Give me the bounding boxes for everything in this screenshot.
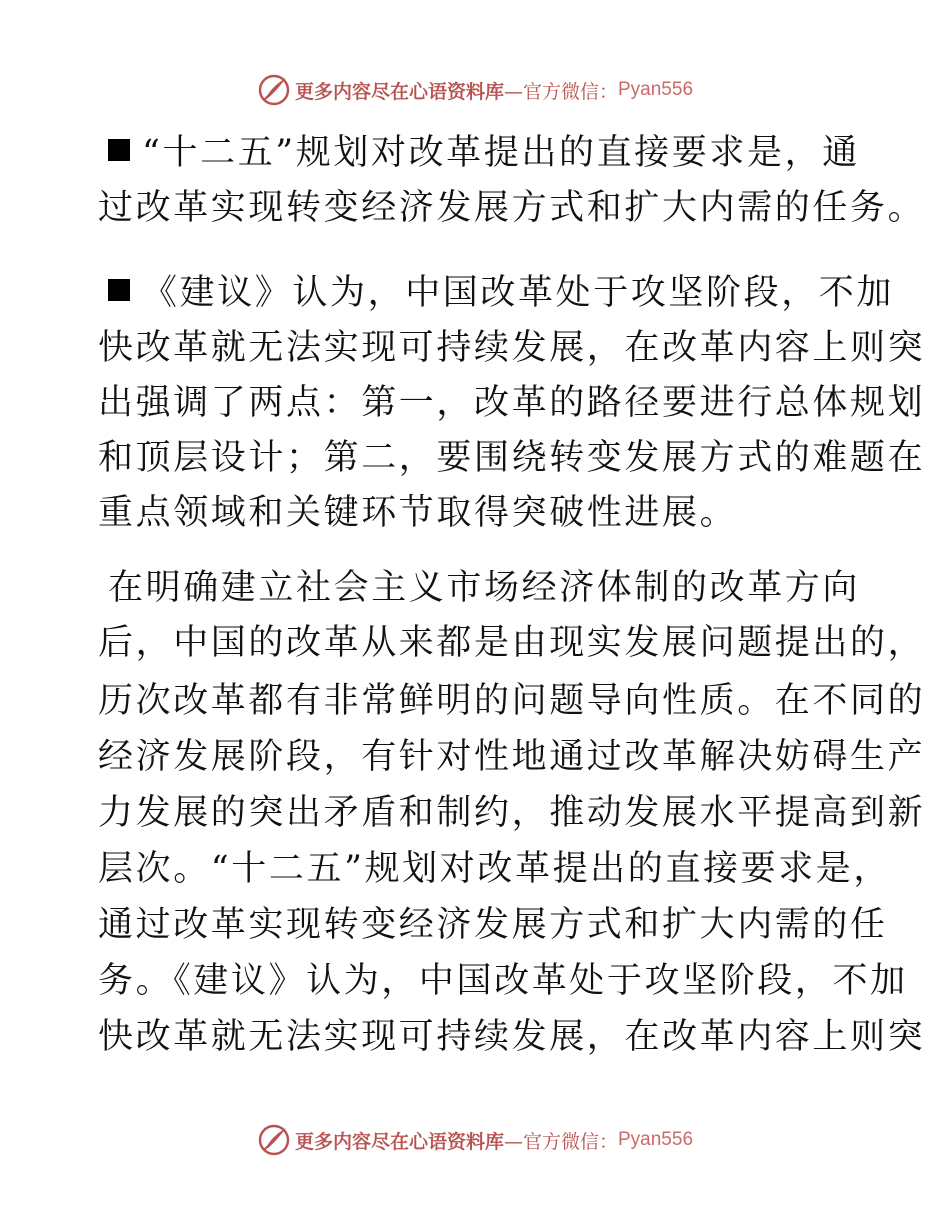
paragraph-line: 快改革就无法实现可持续发展，在改革内容上则突	[98, 328, 926, 368]
quill-logo-icon	[257, 1123, 291, 1157]
watermark-wechat-id: Pyan556	[618, 1129, 694, 1150]
paragraph-line: 出强调了两点：第一，改革的路径要进行总体规划	[98, 383, 926, 423]
paragraph-line: 通过改革实现转变经济发展方式和扩大内需的任	[98, 905, 888, 945]
paragraph-line: 重点领域和关键环节取得突破性进展。	[98, 493, 738, 533]
paragraph-line: 过改革实现转变经济发展方式和扩大内需的任务。	[98, 188, 926, 228]
square-bullet-icon	[108, 139, 130, 161]
paragraph-line: 历次改革都有非常鲜明的问题导向性质。在不同的	[98, 681, 926, 721]
paragraph-line: 务。《建议》认为，中国改革处于攻坚阶段，不加	[98, 961, 908, 1001]
quill-logo-icon	[257, 73, 291, 107]
watermark-official-label: —官方微信：	[503, 80, 618, 103]
watermark-official-label: —官方微信：	[503, 1130, 618, 1153]
watermark-text: 更多内容尽在心语资料库	[294, 80, 504, 103]
paragraph-line: 经济发展阶段，有针对性地通过改革解决妨碍生产	[98, 737, 926, 777]
paragraph-line: 层次。“十二五”规划对改革提出的直接要求是，	[98, 849, 891, 889]
paragraph-line: 在明确建立社会主义市场经济体制的改革方向	[108, 568, 861, 608]
paragraph-line: 快改革就无法实现可持续发展，在改革内容上则突	[98, 1017, 926, 1057]
paragraph-line: 力发展的突出矛盾和制约，推动发展水平提高到新	[98, 793, 926, 833]
paragraph-line: “十二五”规划对改革提出的直接要求是，通	[108, 128, 860, 178]
watermark-wechat-id: Pyan556	[618, 79, 694, 100]
watermark-header	[0, 70, 950, 110]
watermark-footer	[0, 1120, 950, 1160]
watermark-text: 更多内容尽在心语资料库	[294, 1130, 504, 1153]
paragraph-line: 《建议》认为，中国改革处于攻坚阶段，不加	[108, 268, 894, 318]
square-bullet-icon	[108, 279, 130, 301]
paragraph-line: 后，中国的改革从来都是由现实发展问题提出的，	[98, 623, 926, 663]
paragraph-line: 和顶层设计；第二，要围绕转变发展方式的难题在	[98, 438, 926, 478]
